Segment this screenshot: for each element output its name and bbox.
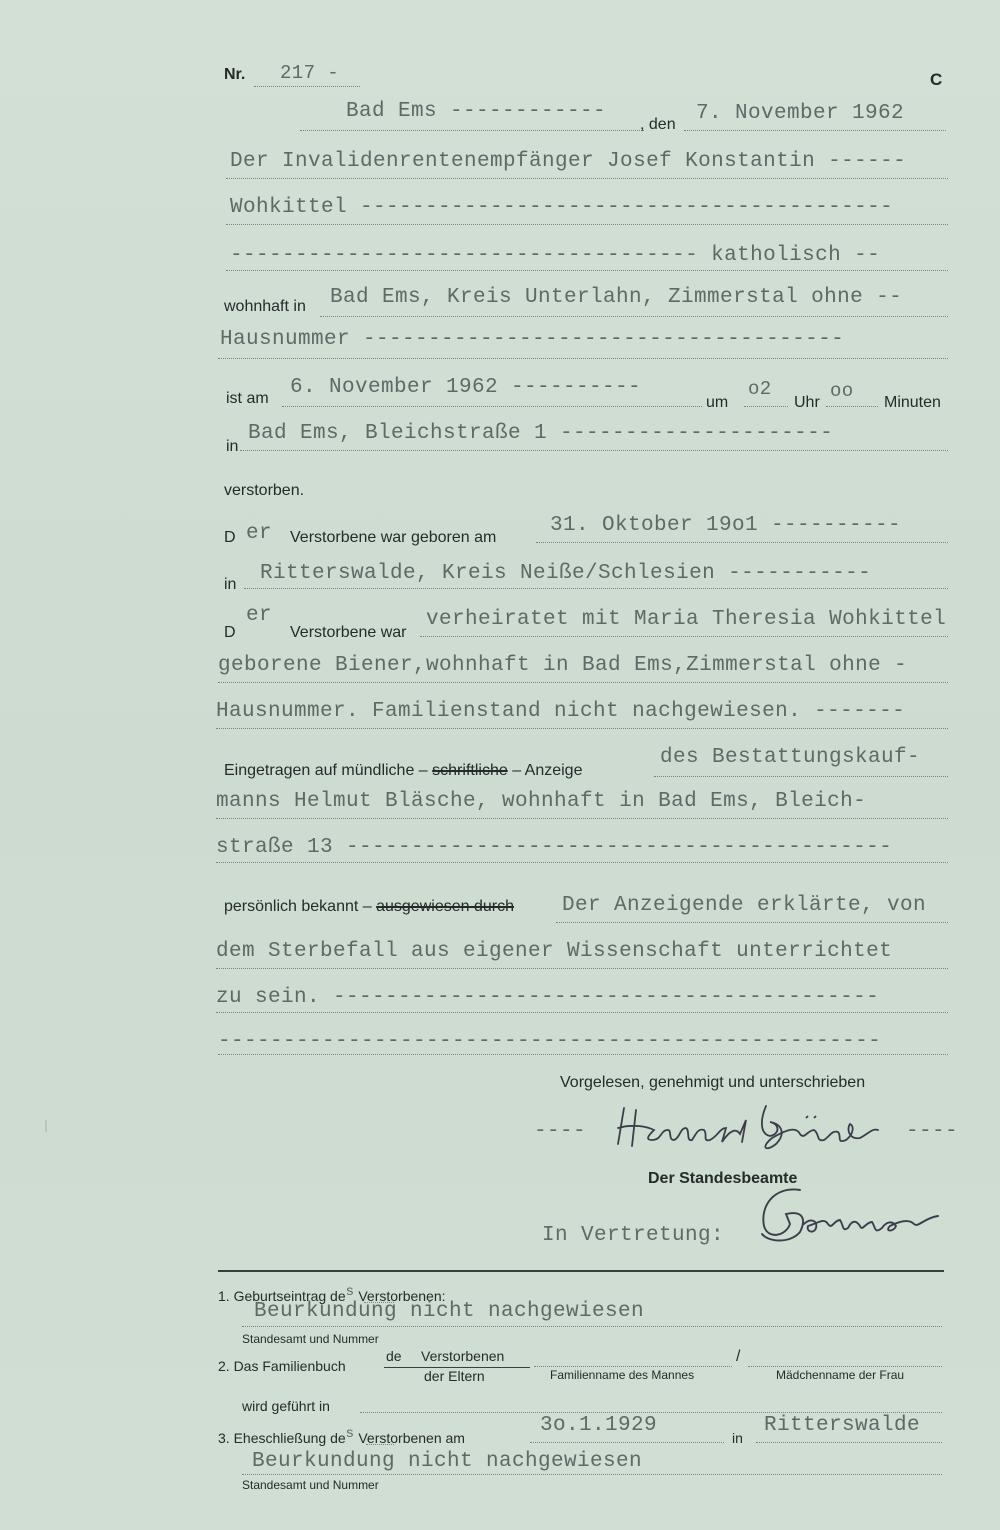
dotline [216, 728, 948, 729]
dotline [744, 406, 788, 407]
identity-line-1: Der Anzeigende erklärte, von [562, 894, 927, 917]
marriage-place: Ritterswalde [764, 1414, 921, 1437]
footnote-1-value: Beurkundung nicht nachgewiesen [254, 1300, 645, 1323]
ist-am-label: ist am [226, 390, 269, 407]
dotline [282, 406, 702, 407]
dotline [420, 636, 948, 637]
dotline [530, 1442, 724, 1443]
den-label: , den [640, 116, 676, 133]
dotline [366, 1444, 394, 1445]
paper-mark [45, 1120, 47, 1132]
in-label: in [224, 576, 237, 593]
sig-dashes-right: ---- [906, 1120, 959, 1143]
form-letter: C [930, 70, 943, 89]
dotline [756, 1442, 942, 1443]
dotline [556, 922, 948, 923]
identity-label: persönlich bekannt – ausgewiesen durch [224, 898, 514, 915]
dotline [360, 1412, 942, 1413]
d-label: D [224, 624, 236, 641]
wife-maiden-label: Mädchenname der Frau [776, 1368, 905, 1382]
dotline [826, 406, 878, 407]
dotline [242, 1474, 942, 1475]
dotline [654, 776, 948, 777]
marriage-line-1: verheiratet mit Maria Theresia Wohkittel [426, 608, 947, 631]
marriage-article: er [246, 604, 273, 627]
dotline [218, 358, 948, 359]
familienbuch-fraction-top: de Verstorbenen [386, 1348, 505, 1364]
marriage-line-2: geborene Biener,wohnhaft in Bad Ems,Zimmerstal ohne - [218, 654, 908, 677]
dotline [240, 450, 948, 451]
registrar-label: Der Standesbeamte [648, 1170, 798, 1187]
informant-line-2: manns Helmut Bläsche, wohnhaft in Bad Ems, Bleich- [216, 790, 867, 813]
minuten-label: Minuten [884, 394, 941, 411]
date-dotline [684, 130, 946, 131]
death-hour: o2 [748, 378, 772, 400]
person-line-2: Wohkittel ----------------------------------------- [230, 196, 894, 219]
person-line-1: Der Invalidenrentenempfänger Josef Konstantin ------ [230, 150, 907, 173]
death-minutes: oo [830, 380, 854, 402]
identity-line-2: dem Sterbefall aus eigener Wissenschaft unterrichtet [216, 940, 893, 963]
marriage-date: 3o.1.1929 [540, 1414, 658, 1437]
footnote-1-sub: Standesamt und Nummer [242, 1332, 379, 1346]
residence-line-2: Hausnummer ------------------------------------- [220, 328, 845, 351]
dotline [216, 968, 948, 969]
dotline [226, 270, 948, 271]
slash: / [736, 1348, 741, 1365]
residence: Bad Ems, Kreis Unterlahn, Zimmerstal ohne -- [330, 286, 903, 309]
dotline [216, 1012, 948, 1013]
marriage-line-3: Hausnummer. Familienstand nicht nachgewiesen. ------- [216, 700, 906, 723]
identity-line-3: zu sein. ------------------------------------------ [216, 986, 880, 1009]
dotline [218, 1054, 948, 1055]
nr-dotline [254, 86, 360, 87]
footnote-2-label: 2. Das Familienbuch [218, 1358, 346, 1374]
read-approved-label: Vorgelesen, genehmigt und unterschrieben [560, 1074, 866, 1091]
dotline [320, 316, 948, 317]
footnote-1-label: 1. Geburtseintrag des Verstorbenen: [218, 1284, 446, 1304]
familienbuch-fraction-bottom: der Eltern [424, 1368, 485, 1384]
nr-label: Nr. [224, 66, 246, 83]
wohnhaft-label: wohnhaft in [224, 298, 306, 315]
verstorben-label: verstorben. [224, 482, 305, 499]
dotline [216, 862, 948, 863]
informant-label: Eingetragen auf mündliche – schriftliche – Anzeige [224, 762, 583, 779]
dotline [244, 588, 948, 589]
footnote-3-sub: Standesamt und Nummer [242, 1478, 379, 1492]
record-date: 7. November 1962 [696, 102, 905, 125]
informant-line-3: straße 13 ------------------------------------------ [216, 836, 893, 859]
birth-place: Ritterswalde, Kreis Neiße/Schlesien ----------- [260, 562, 872, 585]
kept-in-label: wird geführt in [242, 1398, 330, 1414]
dotline [216, 818, 948, 819]
place-of-record: Bad Ems ------------ [346, 100, 607, 123]
footnote-3-value: Beurkundung nicht nachgewiesen [252, 1450, 643, 1473]
dotline [748, 1366, 942, 1367]
birth-article: er [246, 522, 273, 545]
dotline [218, 682, 948, 683]
death-place: Bad Ems, Bleichstraße 1 --------------------- [248, 422, 834, 445]
informant-signature [610, 1100, 900, 1160]
identity-line-4: --------------------------------------------------- [218, 1030, 882, 1053]
dotline [536, 542, 948, 543]
dotline [226, 178, 948, 179]
in-label: in [226, 438, 239, 455]
birth-date: 31. Oktober 19o1 ---------- [550, 514, 902, 537]
informant-line-1: des Bestattungskauf- [660, 746, 921, 769]
registrar-signature [734, 1180, 954, 1250]
birth-label: Verstorbene war geboren am [290, 529, 497, 546]
dotline [242, 1326, 942, 1327]
husband-surname-label: Familienname des Mannes [550, 1368, 695, 1382]
um-label: um [706, 394, 729, 411]
person-line-3: ------------------------------------ katholisch -- [230, 244, 881, 267]
entry-number: 217 - [280, 62, 340, 84]
place-dotline [300, 130, 644, 131]
dotline [534, 1366, 732, 1367]
footnote-divider [218, 1270, 944, 1272]
d-label: D [224, 529, 236, 546]
marriage-label: Verstorbene war [290, 624, 407, 641]
in-label: in [732, 1430, 743, 1446]
death-date: 6. November 1962 ---------- [290, 376, 642, 399]
dotline [226, 224, 948, 225]
uhr-label: Uhr [794, 394, 820, 411]
deputy-label: In Vertretung: [542, 1224, 725, 1247]
sig-dashes-left: ---- [534, 1120, 587, 1143]
footnote-3-label: 3. Eheschließung des Verstorbenen am [218, 1426, 465, 1446]
